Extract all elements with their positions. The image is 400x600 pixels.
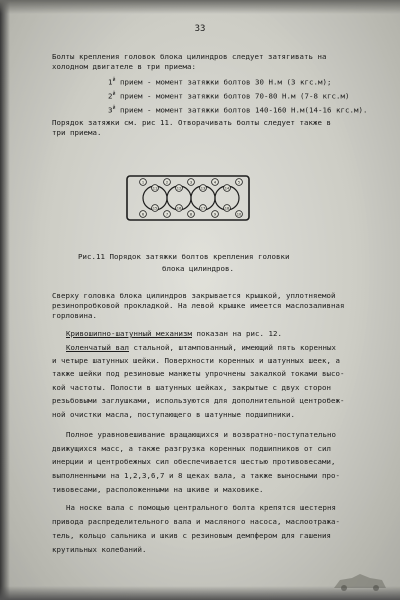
step-3-text: прием - момент затяжки болтов 140-160 Н.м(14-16 кгс.м). xyxy=(115,105,368,115)
page-shadow-top xyxy=(0,0,400,14)
bolt-number: 1 xyxy=(141,180,145,185)
step-3 xyxy=(108,103,368,115)
step-1-sup: й xyxy=(112,77,116,83)
step-2-text: прием - момент затяжки болтов 70-80 Н.м (7-8 кгс.м) xyxy=(115,91,350,101)
para3-line-2: и четыре шатунных шейки. Поверхности коренных и шатунных шеек, а xyxy=(52,356,340,365)
step-1-text: прием - момент затяжки болтов 30 Н.м (3 кгс.м); xyxy=(115,77,332,87)
para4-line-1: Полное уравновешивание вращающихся и возвратно-поступательно xyxy=(66,430,336,439)
bolt-number: 4 xyxy=(213,180,217,185)
para4-line-5: тивовесами, расположенными на шкиве и маховике. xyxy=(52,485,264,494)
para1-line-2: резинопробковой прокладкой. На левой крышке имеется маслозаливная xyxy=(52,301,345,310)
para4-line-3: инерции и центробежных сил обеспечивается шестью противовесами, xyxy=(52,457,336,466)
para2-rest: показан на рис. 12. xyxy=(192,329,282,338)
para3-line-5: резьбовыми заглушками, используются для дополнительной центробеж- xyxy=(52,396,345,405)
para5-line-4: крутильных колебаний. xyxy=(52,545,147,554)
para1-line-3: горловина. xyxy=(52,311,97,320)
bolt-number: 2 xyxy=(165,180,169,185)
para3-line-1 xyxy=(66,343,336,353)
para5-line-3: тель, кольцо сальника и шкив с резиновым демпфером для гашения xyxy=(52,531,331,540)
bolt-number: 12 xyxy=(176,186,182,191)
para3-line-6: ной очистки масла, поступающего в шатунные подшипники. xyxy=(52,410,295,419)
page-shadow-bottom xyxy=(0,586,400,600)
bolt-number: 6 xyxy=(141,212,145,217)
mechanism-heading: Кривошипно-шатунный механизм xyxy=(66,329,192,338)
crankshaft-heading: Коленчатый вал xyxy=(66,343,129,352)
step-3-number: 3 xyxy=(108,105,113,115)
step-2-sup: й xyxy=(112,91,116,97)
step-2-number: 2 xyxy=(108,91,113,101)
step-1 xyxy=(108,75,332,87)
bolt-number: 10 xyxy=(236,212,242,217)
step-1-number: 1 xyxy=(108,77,113,87)
bolt-number: 9 xyxy=(213,212,217,217)
para5-line-2: привода распределительного вала и масляного насоса, маслоотража- xyxy=(52,517,340,526)
para4-line-2: движущихся масс, а также разгрузка коренных подшипников от сил xyxy=(52,444,331,453)
para2 xyxy=(66,329,282,339)
para3-line-3: также шейки под резиновые манжеты упрочнены закалкой токами высо- xyxy=(52,369,345,378)
intro-line-2: холодном двигателе в три приема: xyxy=(52,62,196,71)
bolt-number: 3 xyxy=(189,180,193,185)
bolt-number: 14 xyxy=(224,186,230,191)
para1-line-1: Сверху головка блока цилиндров закрывается крышкой, уплотняемой xyxy=(52,291,336,300)
para5-line-1: На носке вала с помощью центрального болта крепятся шестерня xyxy=(66,503,336,512)
caption-line-1: Рис.11 Порядок затяжки болтов крепления головки xyxy=(78,252,290,261)
page-number: 33 xyxy=(194,24,206,34)
cylinder-head-bolt-diagram xyxy=(125,174,251,222)
order-line-1: Порядок затяжки см. рис 11. Отворачивать болты следует также в xyxy=(52,118,331,127)
intro-line-1: Болты крепления головок блока цилиндров следует затягивать на xyxy=(52,52,327,61)
step-3-sup: й xyxy=(112,105,116,111)
bolt-number: 13 xyxy=(200,186,206,191)
order-line-2: три приема. xyxy=(52,128,102,137)
bolt-number: 17 xyxy=(200,206,206,211)
caption-line-2: блока цилиндров. xyxy=(162,264,234,273)
para4-line-4: выполненными на 1,2,3,6,7 и 8 щеках вала, а также выносными про- xyxy=(52,471,340,480)
bolt-number: 7 xyxy=(165,212,169,217)
bolt-number: 15 xyxy=(152,206,158,211)
bolt-number: 8 xyxy=(189,212,193,217)
bolt-number: 5 xyxy=(237,180,241,185)
para3-rest: стальной, штампованный, имеющий пять коренных xyxy=(129,343,336,352)
bolt-number: 18 xyxy=(224,206,230,211)
step-2 xyxy=(108,89,350,101)
bolt-number: 11 xyxy=(152,186,158,191)
bolt-number: 16 xyxy=(176,206,182,211)
page-shadow-left xyxy=(0,0,10,600)
para3-line-4: кой частоты. Полости в шатунных шейках, закрытые с двух сторон xyxy=(52,383,331,392)
